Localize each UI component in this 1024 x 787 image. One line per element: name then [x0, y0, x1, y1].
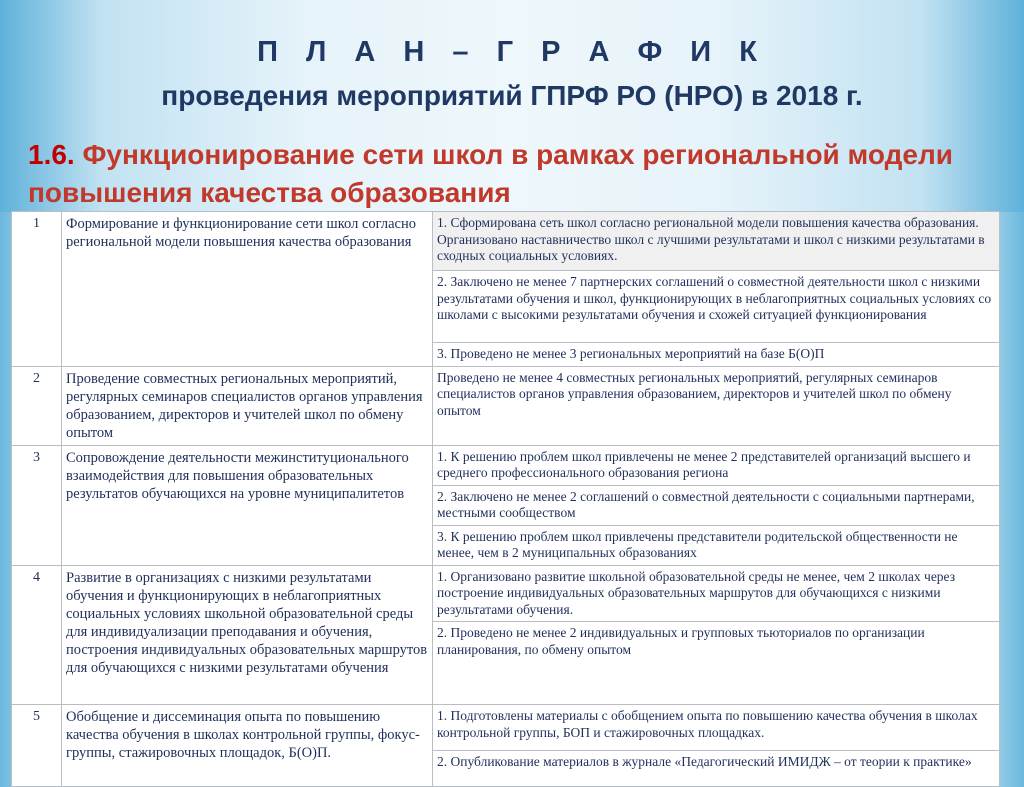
result-cell: 1. Сформирована сеть школ согласно региональной модели повышения качества образования. Организовано наставничество школ с лучшими результатами и школ с низкими результатами в сходных социальных условиях.	[433, 212, 1000, 271]
row-number: 5	[12, 705, 62, 787]
result-cell: 1. Организовано развитие школьной образовательной среды не менее, чем 2 школах через построение индивидуальных образовательных маршрутов для обучающихся с низкими результатами обучения.	[433, 565, 1000, 622]
plan-subtitle: проведения мероприятий ГПРФ РО (НРО) в 2018 г.	[161, 80, 863, 111]
section-title: Функционирование сети школ в рамках региональной модели повышения качества образования	[28, 139, 953, 208]
activity-cell: Формирование и функционирование сети школ согласно региональной модели повышения качества образования	[62, 212, 433, 367]
table-row	[12, 212, 1000, 271]
row-number: 1	[12, 212, 62, 367]
activity-cell: Развитие в организациях с низкими результатами обучения и функционирующих в неблагоприятных социальных условиях школьной образовательной среды для индивидуализации преподавания и обучения, построения индивидуальных образовательных маршрутов для обучающихся с низкими результатами обучения	[62, 565, 433, 705]
activity-cell: Обобщение и диссеминация опыта по повышению качества обучения в школах контрольной группы, фокус-группы, стажировочных площадок, Б(О)П.	[62, 705, 433, 787]
table-row	[12, 565, 1000, 622]
activity-cell: Проведение совместных региональных мероприятий, регулярных семинаров специалистов органов управления образованием, директоров и учителей школ по обмену опытом	[62, 366, 433, 445]
plan-title: П Л А Н – Г Р А Ф И К	[257, 36, 767, 68]
section-number: 1.6.	[28, 139, 75, 170]
section-heading	[28, 136, 988, 212]
row-number: 2	[12, 366, 62, 445]
table-row	[12, 445, 1000, 485]
table-row	[12, 705, 1000, 751]
row-number: 4	[12, 565, 62, 705]
plan-table	[11, 211, 1000, 787]
activity-cell: Сопровождение деятельности межинституционального взаимодействия для повышения образовательных результатов обучающихся на уровне муниципалитетов	[62, 445, 433, 565]
slide-header	[0, 0, 1024, 212]
result-cell: 2. Опубликование материалов в журнале «Педагогический ИМИДЖ – от теории к практике»	[433, 751, 1000, 787]
result-cell: 2. Заключено не менее 7 партнерских соглашений о совместной деятельности школ с низкими результатами обучения и школ, функционирующих в неблагоприятных социальных условиях со школами с высокими результатами обучения и схожей ситуацией функционирования	[433, 271, 1000, 343]
result-cell: 3. К решению проблем школ привлечены представители родительской общественности не менее, чем в 2 муниципальных образованиях	[433, 525, 1000, 565]
result-cell: 2. Заключено не менее 2 соглашений о совместной деятельности с социальными партнерами, местными сообществом	[433, 485, 1000, 525]
result-cell: 2. Проведено не менее 2 индивидуальных и групповых тьюториалов по организации планирования, по обмену опытом	[433, 622, 1000, 705]
result-cell: 1. К решению проблем школ привлечены не менее 2 представителей организаций высшего и среднего профессионального образования региона	[433, 445, 1000, 485]
result-cell: 1. Подготовлены материалы с обобщением опыта по повышению качества обучения в школах контрольной группы, БОП и стажировочных площадках.	[433, 705, 1000, 751]
result-cell: Проведено не менее 4 совместных региональных мероприятий, регулярных семинаров специалистов органов управления образованием, директоров и учителей школ по обмену опытом	[433, 366, 1000, 445]
table-row	[12, 366, 1000, 445]
row-number: 3	[12, 445, 62, 565]
result-cell: 3. Проведено не менее 3 региональных мероприятий на базе Б(О)П	[433, 343, 1000, 367]
